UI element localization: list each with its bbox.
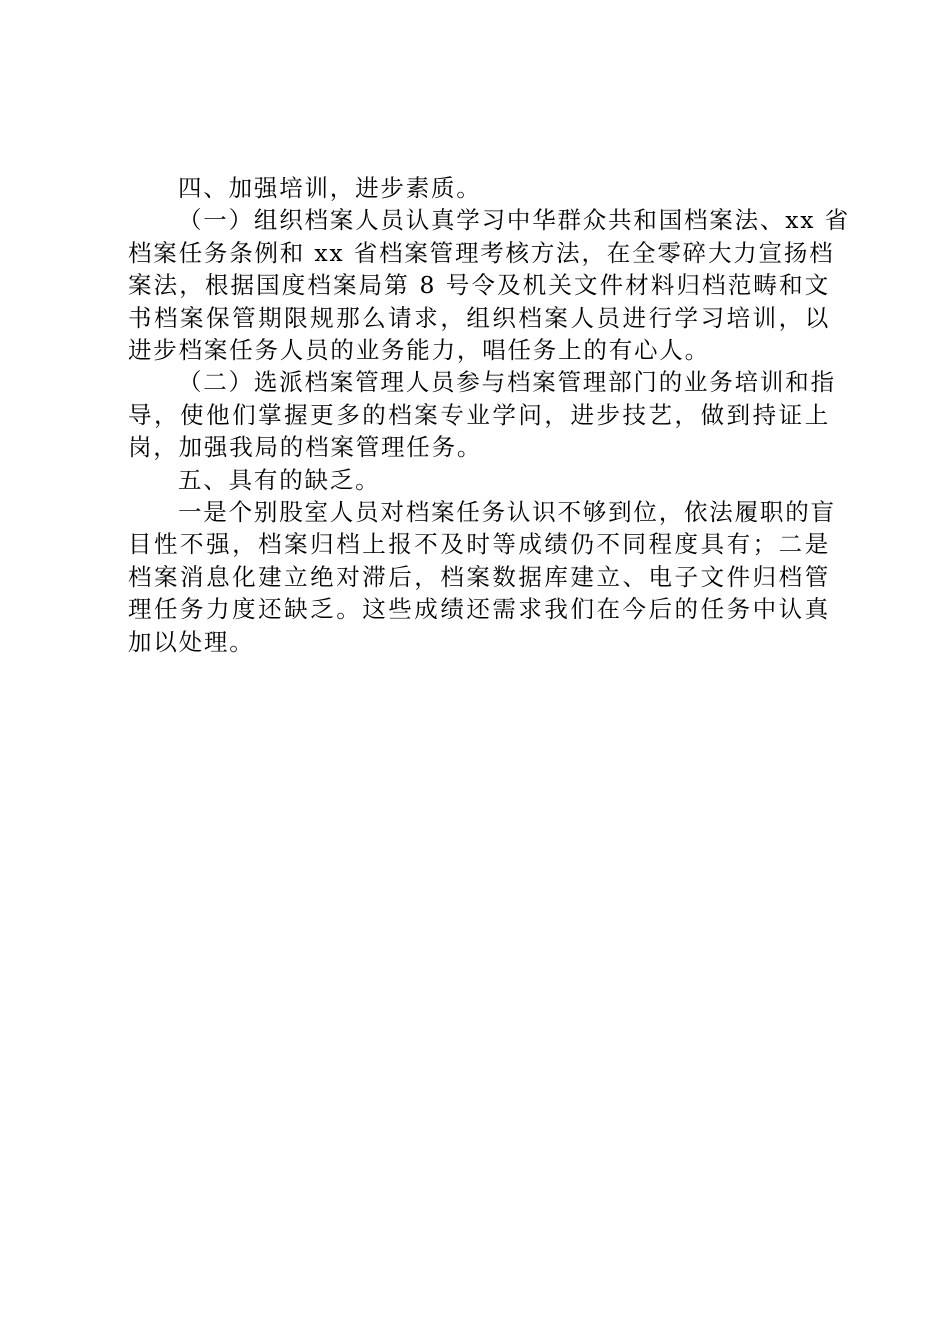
text-line: 四、加强培训，进步素质。	[178, 174, 482, 202]
text-line: 岗，加强我局的档案管理任务。	[128, 433, 483, 462]
text-line: 一是个别股室人员对档案任务认识不够到位，依法履职的盲	[178, 498, 836, 527]
text-line: 理任务力度还缺乏。这些成绩还需求我们在今后的任务中认真	[128, 595, 830, 624]
text-line: 档案消息化建立绝对滞后，档案数据库建立、电子文件归档管	[128, 562, 830, 591]
text-line: （二）选派档案管理人员参与档案管理部门的业务培训和指	[178, 368, 836, 397]
text-line: 档案任务条例和 xx 省档案管理考核方法，在全零碎大力宣扬档	[128, 238, 835, 267]
paragraph-study-archive-law	[128, 204, 850, 366]
text-line: 加以处理。	[128, 627, 255, 656]
section-heading-training	[128, 172, 830, 204]
paragraph-shortcomings-detail	[128, 496, 836, 658]
text-line: 导，使他们掌握更多的档案专业学问，进步技艺，做到持证上	[128, 400, 830, 429]
paragraph-dispatch-staff-training	[128, 366, 836, 463]
text-line: 案法，根据国度档案局第 8 号令及机关文件材料归档范畴和文	[128, 271, 830, 300]
section-heading-shortcomings	[128, 464, 830, 496]
document-body	[128, 172, 850, 658]
text-line: 五、具有的缺乏。	[178, 465, 381, 494]
text-line: （一）组织档案人员认真学习中华群众共和国档案法、xx 省	[178, 206, 850, 235]
text-line: 目性不强，档案归档上报不及时等成绩仍不同程度具有；二是	[128, 530, 830, 559]
text-line: 书档案保管期限规那么请求，组织档案人员进行学习培训，以	[128, 303, 830, 332]
text-line: 进步档案任务人员的业务能力，唱任务上的有心人。	[128, 336, 710, 365]
